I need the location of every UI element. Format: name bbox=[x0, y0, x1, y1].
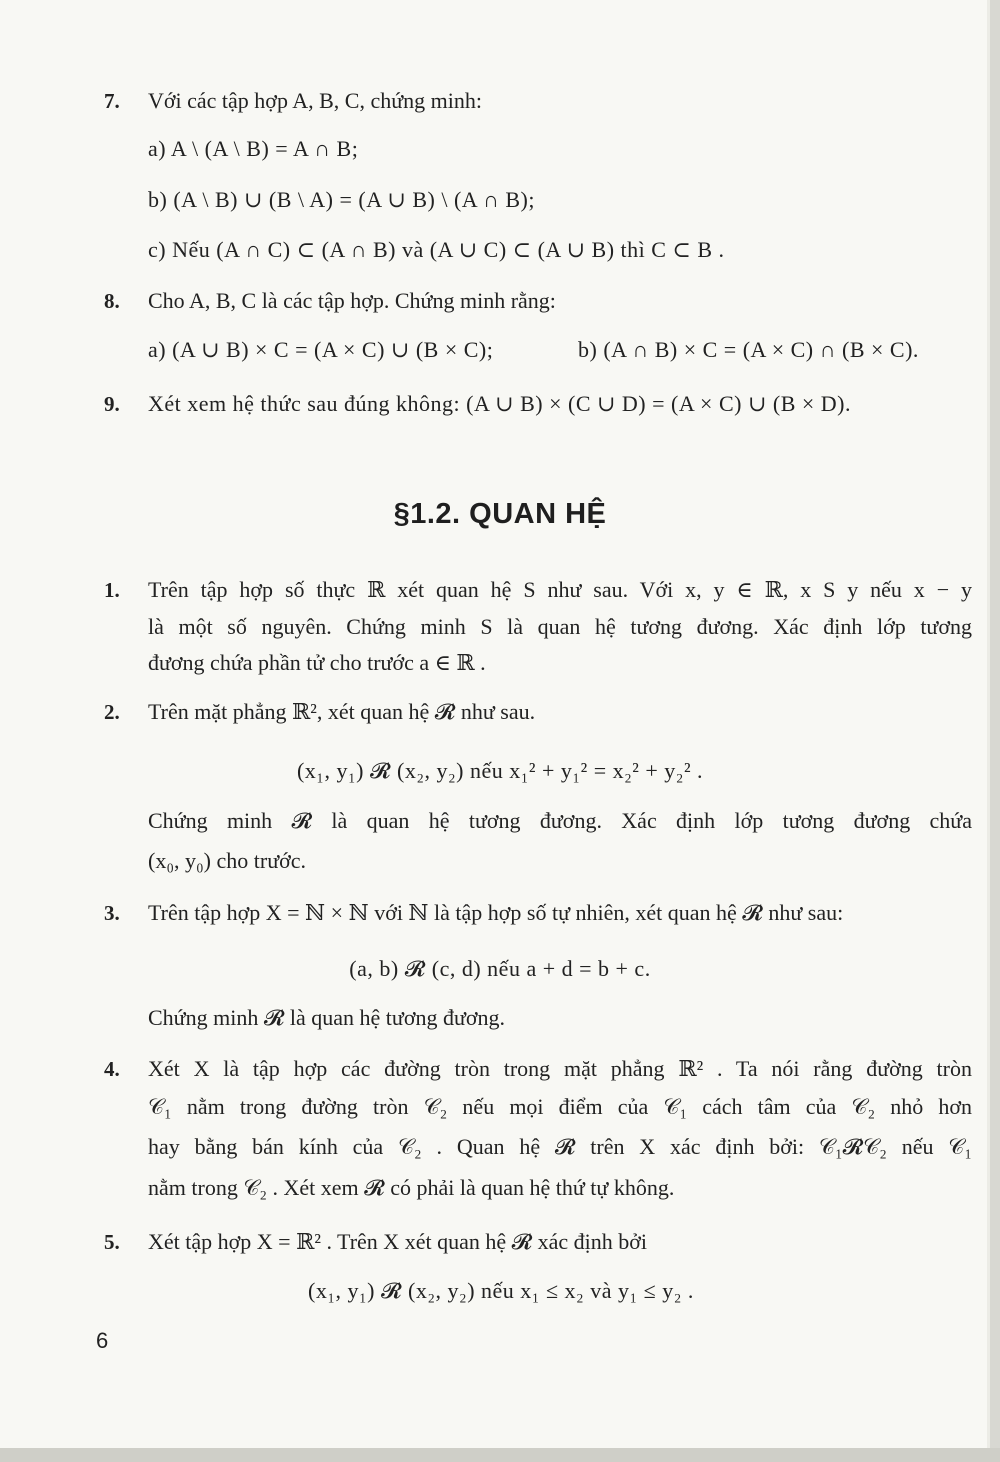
section-title: §1.2. QUAN HỆ bbox=[393, 498, 607, 530]
question-1-number: 1. bbox=[104, 578, 120, 602]
question-2-line2: Chứng minh 𝓡 là quan hệ tương đương. Xác định lớp tương đương chứa bbox=[148, 808, 972, 833]
page-bottom-edge bbox=[0, 1448, 1000, 1462]
exercise-8-intro: Cho A, B, C là các tập hợp. Chứng minh rằng: bbox=[148, 288, 556, 313]
exercise-7a: a) A \ (A \ B) = A ∩ B; bbox=[148, 136, 359, 161]
question-4-line2: 𝒞₁ nằm trong đường tròn 𝒞₂ nếu mọi điểm của 𝒞₁ cách tâm của 𝒞₂ nhỏ hơn bbox=[148, 1094, 972, 1119]
page-number: 6 bbox=[96, 1328, 109, 1353]
question-4-line4: nằm trong 𝒞₂ . Xét xem 𝓡 có phải là quan hệ thứ tự không. bbox=[148, 1175, 675, 1200]
exercise-9-number: 9. bbox=[104, 392, 120, 416]
question-5-number: 5. bbox=[104, 1230, 120, 1254]
question-3-formula: (a, b) 𝓡 (c, d) nếu a + d = b + c. bbox=[349, 956, 651, 981]
question-5-formula: (x₁, y₁) 𝓡 (x₂, y₂) nếu x₁ ≤ x₂ và y₁ ≤ y₂ . bbox=[308, 1278, 694, 1303]
question-1-line2: là một số nguyên. Chứng minh S là quan hệ tương đương. Xác định lớp tương bbox=[148, 614, 972, 639]
exercise-9-text: Xét xem hệ thức sau đúng không: (A ∪ B) × (C ∪ D) = (A × C) ∪ (B × D). bbox=[148, 391, 852, 416]
question-4-line3: hay bằng bán kính của 𝒞₂ . Quan hệ 𝓡 trên X xác định bởi: 𝒞₁𝓡𝒞₂ nếu 𝒞₁ bbox=[148, 1134, 972, 1159]
question-1-line1: Trên tập hợp số thực ℝ xét quan hệ S như sau. Với x, y ∈ ℝ, x S y nếu x − y bbox=[148, 577, 972, 602]
exercise-7-number: 7. bbox=[104, 89, 120, 113]
question-2-formula: (x₁, y₁) 𝓡 (x₂, y₂) nếu x₁² + y₁² = x₂² + y₂² . bbox=[296, 758, 704, 783]
exercise-7b: b) (A \ B) ∪ (B \ A) = (A ∪ B) \ (A ∩ B); bbox=[148, 187, 535, 212]
question-3-number: 3. bbox=[104, 901, 120, 925]
question-4-line1: Xét X là tập hợp các đường tròn trong mặt phẳng ℝ² . Ta nói rằng đường tròn bbox=[148, 1056, 972, 1081]
question-3-line2: Chứng minh 𝓡 là quan hệ tương đương. bbox=[148, 1005, 506, 1030]
page-edge bbox=[990, 0, 1000, 1462]
exercise-8a: a) (A ∪ B) × C = (A × C) ∪ (B × C); bbox=[148, 337, 494, 362]
exercise-7c: c) Nếu (A ∩ C) ⊂ (A ∩ B) và (A ∪ C) ⊂ (A ∪ B) thì C ⊂ B . bbox=[148, 237, 725, 262]
exercise-8b: b) (A ∩ B) × C = (A × C) ∩ (B × C). bbox=[578, 337, 919, 362]
question-2-number: 2. bbox=[104, 700, 120, 724]
question-2-line3: (x₀, y₀) cho trước. bbox=[148, 848, 307, 873]
question-5-line1: Xét tập hợp X = ℝ² . Trên X xét quan hệ 𝓡 xác định bởi bbox=[148, 1229, 648, 1254]
exercise-8-number: 8. bbox=[104, 289, 120, 313]
question-1-line3: đương chứa phần tử cho trước a ∈ ℝ . bbox=[148, 650, 486, 675]
question-4-number: 4. bbox=[104, 1057, 120, 1081]
question-3-line1: Trên tập hợp X = ℕ × ℕ với ℕ là tập hợp số tự nhiên, xét quan hệ 𝓡 như sau: bbox=[148, 900, 844, 925]
question-2-line1: Trên mặt phẳng ℝ², xét quan hệ 𝓡 như sau. bbox=[148, 699, 536, 724]
exercise-7-intro: Với các tập hợp A, B, C, chứng minh: bbox=[148, 88, 482, 113]
